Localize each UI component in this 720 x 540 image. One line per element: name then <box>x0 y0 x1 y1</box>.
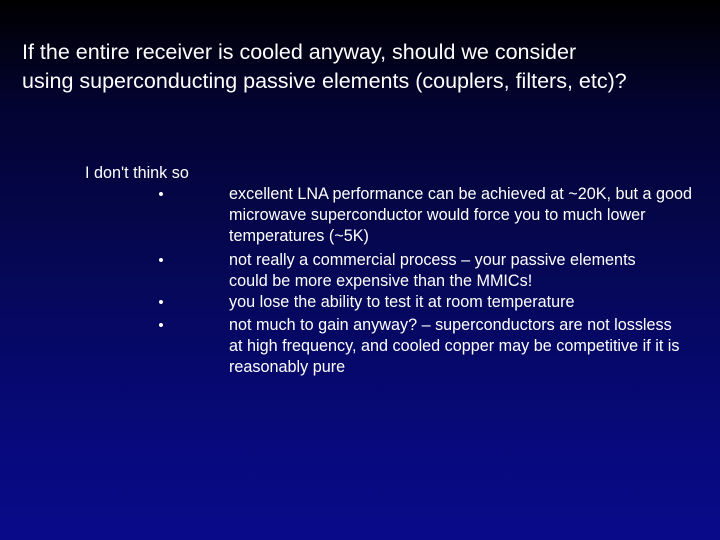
bullet-icon: • <box>158 252 164 269</box>
bullet-icon: • <box>158 186 164 203</box>
bullet-text: excellent LNA performance can be achieved at ~20K, but a good microwave superconductor would force you to much lower temperatures (~5K) <box>229 185 693 246</box>
bullet-icon: • <box>158 294 164 311</box>
bullet-text: not much to gain anyway? – superconductors are not lossless at high frequency, and cooled copper may be competitive if it is reasonably pure <box>229 316 680 377</box>
intro-text: I don't think so <box>85 164 189 182</box>
slide-title: If the entire receiver is cooled anyway, should we consider using superconducting passive elements (couplers, filters, etc)? <box>22 40 627 93</box>
bullet-icon: • <box>158 317 164 334</box>
bullet-text: not really a commercial process – your passive elements could be more expensive than the MMICs! <box>229 251 636 291</box>
bullet-text: you lose the ability to test it at room temperature <box>229 293 575 311</box>
